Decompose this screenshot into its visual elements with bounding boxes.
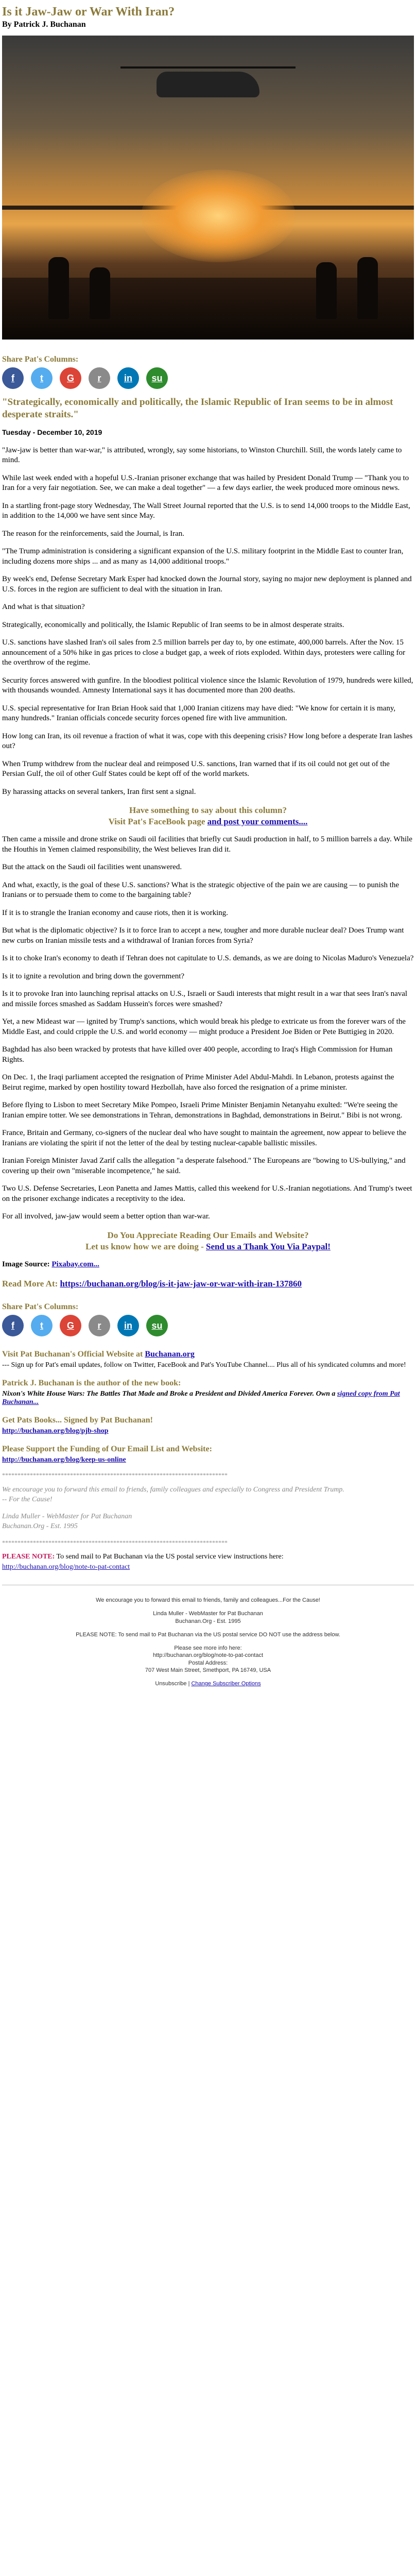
article-paragraph: But what is the diplomatic objective? Is it to force Iran to accept a new, tougher and more durable nuclear deal? Does Trump want new curbs on Iranian missile tests and a withdrawal of Iranian forces from Syria? (2, 926, 404, 945)
article-paragraph: Is it to choke Iran's economy to death if Tehran does not capitulate to U.S. demands, as we are doing to Nicolas Maduro's Venezuela? (2, 954, 414, 963)
signed-copy-link[interactable]: signed copy from Pat Buchanan... (2, 1390, 400, 1406)
callout-line1: Have something to say about this column? (129, 805, 287, 815)
callout-line2 (2, 1241, 414, 1252)
encourage-text (2, 1485, 414, 1505)
linkedin-icon[interactable]: in (117, 1315, 139, 1336)
postal-note-link-wrap (2, 1563, 414, 1571)
article-paragraph: France, Britain and Germany, co-signers of the nuclear deal who have sought to maintain the agreement, now appear to believe the Iranians are violating the spirit if not the letter of the deal by testing nuclear-capable ballistic missiles. (2, 1129, 406, 1147)
pull-quote: "Strategically, economically and politically, the Islamic Republic of Iran seems to be in almost desperate straits." (2, 397, 393, 420)
official-site (2, 1350, 414, 1359)
callout-prefix: Let us know how we are doing - (85, 1241, 206, 1251)
support (2, 1456, 414, 1464)
article-paragraph: But the attack on the Saudi oil facilities went unanswered. (2, 863, 182, 872)
share-title: Share Pat's Columns: (2, 355, 79, 364)
article-date: Tuesday - December 10, 2019 (2, 428, 102, 436)
facebook-comments-link[interactable]: and post your comments.... (207, 817, 308, 827)
subscriber-options-link[interactable]: Change Subscriber Options (191, 1681, 261, 1687)
author-book (2, 1390, 414, 1406)
stumbleupon-icon[interactable]: su (146, 1315, 168, 1336)
separator: ************************************************************************* (2, 1538, 228, 1546)
separator: ************************************************************************* (2, 1471, 228, 1479)
image-source-link[interactable]: Pixabay.com... (51, 1260, 99, 1268)
image-source (2, 1260, 414, 1270)
share-icons (2, 367, 414, 389)
article-paragraph: Yet, a new Mideast war — ignited by Trump's sanctions, which would break his pledge to extricate us from the forever wars of the Middle East, and could cripple the U.S. and world economy — might produce a President Joe Biden or Pete Buttigieg in 2020. (2, 1018, 406, 1036)
facebook-icon[interactable]: f (2, 1315, 24, 1336)
soldier-silhouette (357, 257, 378, 319)
article-paragraph: How long can Iran, its oil revenue a fraction of what it was, cope with this deepening crisis? How long before a desperate Iran lashes out? (2, 732, 413, 750)
article-paragraph: Is it to provoke Iran into launching reprisal attacks on U.S., Israeli or Saudi interests that might result in a war that sees Iran's naval and missile forces smashed as Saddam Hussein's forces were smashed? (2, 990, 408, 1008)
article-paragraph: Strategically, economically and politically, the Islamic Republic of Iran seems to be in almost desperate straits. (2, 620, 344, 629)
soldier-silhouette (48, 257, 69, 319)
article-body-part1 (2, 446, 414, 798)
article-paragraph: The reason for the reinforcements, said the Journal, is Iran. (2, 529, 185, 538)
article-paragraph: Then came a missile and drone strike on Saudi oil facilities that briefly cut Saudi production in half, to 5 million barrels a day. While the Houthis in Yemen claimed responsibility, the West believes Iran did it. (2, 835, 412, 854)
webmaster-line1: Linda Muller - WebMaster for Pat Buchanan (2, 1513, 132, 1521)
footer-note: PLEASE NOTE: To send mail to Pat Buchanan via the US postal service DO NOT use the address below. (76, 1631, 340, 1638)
twitter-icon[interactable]: t (31, 1315, 53, 1336)
footer-webmaster2: Buchanan.Org - Est. 1995 (175, 1618, 241, 1624)
article-paragraph: For all involved, jaw-jaw would seem a better option than war-war. (2, 1212, 210, 1221)
helicopter-rotor (120, 66, 296, 69)
article-paragraph: "The Trump administration is considering a significant expansion of the U.S. military footprint in the Middle East to counter Iran, including dozens more ships ... and as many as 14,000 additional troops." (2, 547, 404, 566)
official-label: Visit Pat Buchanan's Official Website at (2, 1350, 145, 1359)
read-more-link[interactable]: https://buchanan.org/blog/is-it-jaw-jaw-or-war-with-iran-137860 (60, 1279, 302, 1289)
article-paragraph: And what, exactly, is the goal of these U.S. sanctions? What is the strategic objective of the pain we are causing — to punish the Iranians or to persuade them to come to the bargaining table? (2, 880, 400, 900)
article-paragraph: U.S. sanctions have slashed Iran's oil sales from 2.5 million barrels per day to, by one estimate, 400,000 barrels. After the Nov. 15 announcement of a 50% hike in gas prices to close a budget gap, a week of riots exploded. Within days, protesters were calling for the overthrow of the regime. (2, 638, 406, 667)
keep-us-online-link[interactable]: http://buchanan.org/blog/keep-us-online (2, 1456, 126, 1464)
share-title-bottom: Share Pat's Columns: (2, 1302, 79, 1312)
read-more (2, 1279, 414, 1289)
webmaster-line2: Buchanan.Org - Est. 1995 (2, 1522, 78, 1531)
article-paragraph: Is it to ignite a revolution and bring down the government? (2, 972, 185, 980)
encourage-line2: -- For the Cause! (2, 1496, 53, 1504)
article-paragraph: Before flying to Lisbon to meet Secretary Mike Pompeo, Israeli Prime Minister Benjamin Netanyahu exulted: "We're seeing the Iranian empire totter. We see demonstrations in Tehran, demonstrations in Baghdad, demonstrations in Beirut." Bibi is not wrong. (2, 1101, 403, 1120)
footer-info2: http://buchanan.org/blog/note-to-pat-contact (152, 1652, 264, 1659)
article-paragraph: If it is to strangle the Iranian economy and cause riots, then it is working. (2, 908, 229, 917)
soldier-silhouette (90, 267, 110, 319)
article-body-part2 (2, 835, 414, 1222)
helicopter-shape (157, 72, 259, 97)
linkedin-icon[interactable]: in (117, 367, 139, 389)
footer-info1: Please see more info here: (174, 1645, 242, 1652)
article-paragraph: Two U.S. Defense Secretaries, Leon Panetta and James Mattis, called this weekend for U.S.-Iranian negotiations. And Trump's tweet on the prisoner exchange indicates a receptivity to the idea. (2, 1184, 412, 1203)
official-link[interactable]: Buchanan.org (145, 1350, 195, 1359)
own-prefix: . Own a (312, 1390, 337, 1398)
unsubscribe-prefix: Unsubscribe | (155, 1681, 192, 1687)
article-paragraph: In a startling front-page story Wednesday, The Wall Street Journal reported that the U.S. is to send 14,000 troops to the Middle East, in addition to the 14,000 we have sent since May. (2, 501, 410, 520)
article-paragraph: Iranian Foreign Minister Javad Zarif calls the allegation "a desperate falsehood." The Europeans are "bowing to US-bullying," and covering up their own "miserable incompetence," he said. (2, 1157, 406, 1175)
postal-note (2, 1553, 414, 1561)
comment-callout (2, 805, 414, 827)
article-paragraph: Security forces answered with gunfire. In the bloodiest political violence since the Islamic Revolution of 1979, hundreds were killed, with thousands wounded. Amnesty International says it has documented more than 200 deaths. (2, 676, 413, 694)
facebook-icon[interactable]: f (2, 367, 24, 389)
article-paragraph: While last week ended with a hopeful U.S.-Iranian prisoner exchange that was hailed by President Donald Trump — "Thank you to Iran for a very fair negotiation. See, we can make a deal together" — a few days earlier, the week produced more ominous news. (2, 473, 409, 492)
paypal-link[interactable]: Send us a Thank You Via Paypal! (206, 1241, 331, 1251)
callout-line1: Do You Appreciate Reading Our Emails and Website? (107, 1230, 309, 1240)
article-title: Is it Jaw-Jaw or War With Iran? (2, 5, 175, 19)
footer-webmaster (2, 1610, 414, 1625)
shop-link[interactable]: http://buchanan.org/blog/pjb-shop (2, 1427, 109, 1435)
encourage-line1: We encourage you to forward this email to friends, family colleagues and especially to Congress and President Trump. (2, 1486, 344, 1494)
author-book-title: Patrick J. Buchanan is the author of the new book: (2, 1379, 181, 1388)
footer-info4: 707 West Main Street, Smethport, PA 16749, USA (145, 1667, 271, 1674)
soldier-silhouette (316, 262, 337, 319)
footer (2, 1597, 414, 1688)
article-paragraph: When Trump withdrew from the nuclear deal and reimposed U.S. sanctions, Iran warned that if its oil could not get out of the Persian Gulf, the oil of other Gulf States could be kept off of the world markets. (2, 759, 390, 778)
support-title: Please Support the Funding of Our Email List and Website: (2, 1445, 212, 1454)
note-label: PLEASE NOTE: (2, 1552, 55, 1561)
fire-glow (141, 170, 296, 262)
reddit-icon[interactable]: r (89, 367, 110, 389)
article-paragraph: U.S. special representative for Iran Brian Hook said that 1,000 Iranian citizens may have died: "We know for certain it is many, many hundreds." Iranian officials concede security forces opened fire with live ammunition. (2, 704, 396, 722)
twitter-icon[interactable]: t (31, 367, 53, 389)
article-paragraph: And what is that situation? (2, 603, 85, 611)
google-icon[interactable]: G (60, 367, 81, 389)
article-paragraph: By harassing attacks on several tankers, Iran first sent a signal. (2, 787, 196, 796)
get-books-title: Get Pats Books... Signed by Pat Buchanan! (2, 1416, 153, 1425)
article-paragraph: On Dec. 1, the Iraqi parliament accepted the resignation of Prime Minister Adel Abdul-Mahdi. In Lebanon, protests against the Beirut regime, marked by open hostility toward Hezbollah, have also forced the resignation of a prime minister. (2, 1073, 394, 1092)
footer-info3: Postal Address: (188, 1659, 228, 1666)
image-source-label: Image Source: (2, 1260, 52, 1268)
reddit-icon[interactable]: r (89, 1315, 110, 1336)
article-paragraph: "Jaw-jaw is better than war-war," is attributed, wrongly, say some historians, to Winston Churchill. Still, the words lately came to mind. (2, 446, 402, 464)
webmaster-text (2, 1512, 414, 1532)
book-title: Nixon's White House Wars: The Battles That Made and Broke a President and Divided America Forever (2, 1390, 313, 1398)
note-link[interactable]: http://buchanan.org/blog/note-to-pat-contact (2, 1563, 130, 1571)
article-paragraph: Baghdad has also been wracked by protests that have killed over 400 people, according to Iraq's High Commission for Human Rights. (2, 1045, 393, 1064)
footer-unsubscribe (2, 1680, 414, 1687)
get-books (2, 1427, 414, 1435)
read-more-label: Read More At: (2, 1279, 60, 1289)
footer-encourage: We encourage you to forward this email to friends, family and colleagues...For the Cause! (96, 1597, 320, 1603)
note-text: To send mail to Pat Buchanan via the US postal service view instructions here: (55, 1552, 284, 1561)
paypal-callout (2, 1230, 414, 1252)
article-byline: By Patrick J. Buchanan (2, 20, 86, 29)
google-icon[interactable]: G (60, 1315, 81, 1336)
hero-image (2, 36, 414, 340)
official-sub: --- Sign up for Pat's email updates, follow on Twitter, FaceBook and Pat's YouTube Channel.... Plus all of his syndicated columns and more! (2, 1361, 406, 1369)
footer-webmaster1: Linda Muller - WebMaster for Pat Buchanan (153, 1611, 263, 1617)
footer-info (2, 1645, 414, 1674)
callout-prefix: Visit Pat's FaceBook page (108, 817, 207, 827)
callout-line2 (2, 816, 414, 827)
share-icons-bottom (2, 1315, 414, 1336)
article-paragraph: By week's end, Defense Secretary Mark Esper had knocked down the Journal story, saying no major new deployment is planned and U.S. forces in the region are sufficient to deal with the situation in Iran. (2, 575, 412, 594)
stumbleupon-icon[interactable]: su (146, 367, 168, 389)
email-body (0, 5, 416, 1688)
